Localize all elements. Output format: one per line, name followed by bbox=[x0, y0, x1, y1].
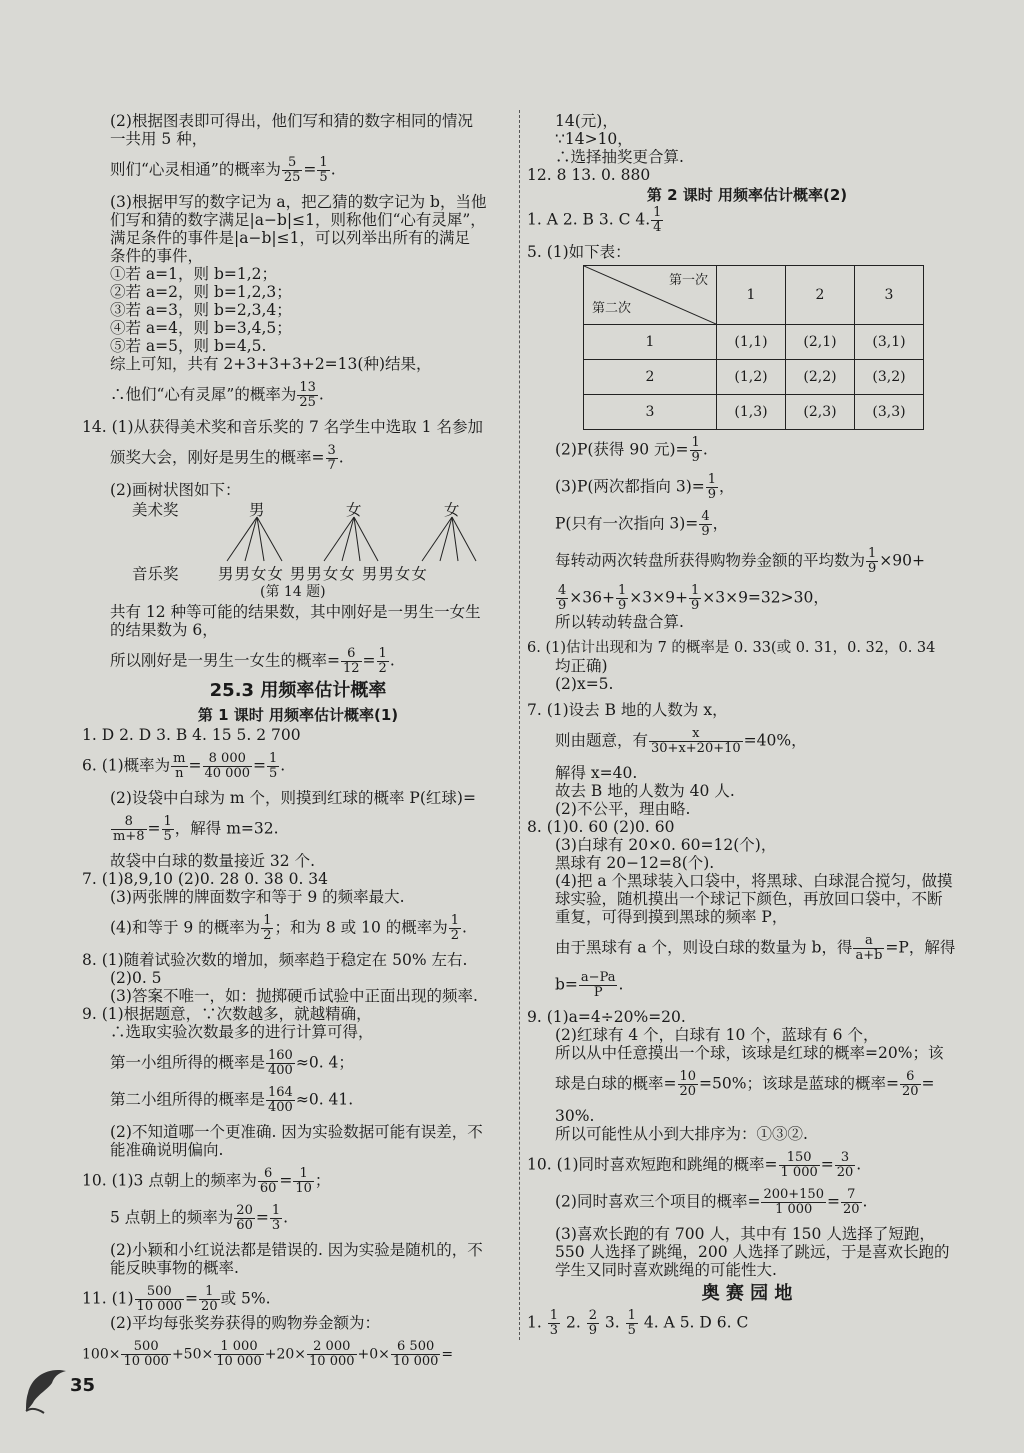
text-line: 7. (1)设去 B 地的人数为 x， bbox=[527, 701, 728, 719]
text-line: 解得 x=40. bbox=[555, 764, 638, 782]
table-header-cell: 1 bbox=[717, 266, 786, 325]
text-line: 第一小组所得的概率是 $\frac{160}{400}$ ≈0. 4； bbox=[110, 1048, 354, 1078]
text-line: 第二小组所得的概率是 $\frac{164}{400}$ ≈0. 41. bbox=[110, 1085, 354, 1115]
text-line: (4)和等于 9 的概率为 $\frac{1}{2}$ ；和为 8 或 10 的概率为 $\frac{1}{2}$ . bbox=[110, 913, 467, 943]
corner-top-label: 第一次 bbox=[668, 273, 708, 288]
text-line: 8. (1)随着试验次数的增加，频率趋于稳定在 50% 左右. bbox=[82, 951, 468, 969]
table-cell: (3,2) bbox=[855, 360, 924, 395]
text-line: ∴选择抽奖更合算. bbox=[555, 148, 684, 166]
text-line: 的结果数为 6， bbox=[110, 621, 218, 639]
text-line: 1. D 2. D 3. B 4. 15 5. 2 700 bbox=[82, 726, 301, 744]
section-title: 25.3 用频率估计概率 bbox=[209, 680, 387, 701]
text-line: (2)x=5. bbox=[555, 675, 614, 693]
tree-bottom-label: 音乐奖 bbox=[132, 565, 179, 583]
lesson-title: 第 1 课时 用频率估计概率(1) bbox=[197, 706, 399, 724]
text-line: 550 人选择了跳绳，200 人选择了跳远，于是喜欢长跑的 bbox=[555, 1243, 950, 1261]
dolphin-icon bbox=[22, 1355, 72, 1415]
text-line: 12. 8 13. 0. 880 bbox=[527, 166, 651, 184]
text-line: 颁奖大会，刚好是男生的概率= $\frac{3}{7}$ . bbox=[110, 443, 344, 473]
table-header-cell: 3 bbox=[855, 266, 924, 325]
tree-root: 女 bbox=[346, 501, 362, 519]
text-line: 所以从中任意摸出一个球，该球是红球的概率=20%；该 bbox=[555, 1044, 944, 1062]
text-line: 黑球有 20−12=8(个). bbox=[555, 854, 715, 872]
section-title: 奥 赛 园 地 bbox=[701, 1283, 793, 1304]
text-line: 5. (1)如下表： bbox=[527, 243, 631, 261]
text-line: 能准确说明偏向. bbox=[110, 1141, 224, 1159]
row-label: 1 bbox=[584, 325, 717, 360]
text-line: ①若 a=1，则 b=1,2； bbox=[110, 265, 278, 283]
text-line: 由于黑球有 a 个，则设白球的数量为 b，得 $\frac{a}{a+b}$ =P，解得 bbox=[555, 933, 956, 963]
text-line: 9. (1)a=4÷20%=20. bbox=[527, 1008, 686, 1026]
table-row bbox=[584, 325, 924, 360]
text-line: 所以可能性从小到大排序为：①③②. bbox=[555, 1125, 808, 1143]
text-line: (2)小颖和小红说法都是错误的. 因为实验是随机的，不 bbox=[110, 1241, 483, 1259]
text-line: 1. A 2. B 3. C 4. $\frac{1}{4}$ bbox=[527, 205, 662, 235]
table-cell: (2,1) bbox=[786, 325, 855, 360]
page-number: 35 bbox=[70, 1375, 96, 1396]
text-line: 均正确) bbox=[555, 657, 608, 675]
tree-root: 男 bbox=[249, 501, 265, 519]
corner-bottom-label: 第二次 bbox=[592, 301, 632, 316]
text-line: 6. (1)估计出现和为 7 的概率是 0. 33(或 0. 31，0. 32，0. 34 bbox=[527, 640, 936, 656]
text-line: 球实验，随机摸出一个球记下颜色，再放回口袋中，不断 bbox=[555, 890, 943, 908]
text-line: 14(元)， bbox=[555, 112, 618, 130]
text-line: (2)同时喜欢三个项目的概率= $\frac{200+150}{1 000}$ = $\frac{7}{20}$ . bbox=[555, 1187, 868, 1217]
text-line: (2)根据图表即可得出，他们写和猜的数字相同的情况 bbox=[110, 112, 473, 130]
outcome-table bbox=[583, 265, 924, 430]
lesson-title: 第 2 课时 用频率估计概率(2) bbox=[646, 186, 848, 204]
text-line: 每转动两次转盘所获得购物券金额的平均数为 $\frac{1}{9}$ ×90+ bbox=[555, 546, 925, 576]
row-label: 2 bbox=[584, 360, 717, 395]
text-line: 重复，可得到摸到黑球的频率 P， bbox=[555, 908, 788, 926]
text-line: 9. (1)根据题意，∵次数越多，就越精确， bbox=[82, 1005, 372, 1023]
table-corner bbox=[584, 266, 717, 325]
table-cell: (3,1) bbox=[855, 325, 924, 360]
text-line: (3)两张牌的牌面数字和等于 9 的频率最大. bbox=[110, 888, 405, 906]
text-line: 则们“心灵相通”的概率为 $\frac{5}{25}$ = $\frac{1}{5}$ . bbox=[110, 155, 336, 185]
row-label: 3 bbox=[584, 395, 717, 430]
text-line: 一共用 5 种， bbox=[110, 130, 208, 148]
text-line: 10. (1)同时喜欢短跑和跳绳的概率= $\frac{150}{1 000}$ = $\frac{3}{20}$ . bbox=[527, 1150, 862, 1180]
tree-leaves: 男男女女 男男女女 男男女女 bbox=[218, 565, 428, 583]
text-line: ④若 a=4，则 b=3,4,5； bbox=[110, 319, 292, 337]
text-line: 学生又同时喜欢跳绳的可能性大. bbox=[555, 1261, 777, 1279]
text-line: 共有 12 种等可能的结果数，其中刚好是一男生一女生 bbox=[110, 603, 481, 621]
table-row bbox=[584, 395, 924, 430]
text-line: $\frac{4}{9}$ ×36+ $\frac{1}{9}$ ×3×9+ $\frac{1}{9}$ ×3×9=32>30， bbox=[558, 583, 829, 613]
table-cell: (3,3) bbox=[855, 395, 924, 430]
text-line: 14. (1)从获得美术奖和音乐奖的 7 名学生中选取 1 名参加 bbox=[82, 418, 483, 436]
text-line: (2)画树状图如下： bbox=[110, 481, 241, 499]
table-cell: (1,2) bbox=[717, 360, 786, 395]
column-divider bbox=[519, 110, 521, 1340]
tree-top-label: 美术奖 bbox=[132, 501, 179, 519]
text-line: (4)把 a 个黑球装入口袋中，将黑球、白球混合搅匀，做摸 bbox=[555, 872, 953, 890]
table-cell: (1,3) bbox=[717, 395, 786, 430]
text-line: 们写和猜的数字满足|a−b|≤1，则称他们“心有灵犀”， bbox=[110, 211, 486, 229]
text-line: (2)不知道哪一个更准确. 因为实验数据可能有误差，不 bbox=[110, 1123, 483, 1141]
text-line: (3)P(两次都指向 3)= $\frac{1}{9}$ ， bbox=[555, 472, 735, 502]
text-line: (3)根据甲写的数字记为 a，把乙猜的数字记为 b，当他 bbox=[110, 193, 487, 211]
text-line: (2)平均每张奖券获得的购物券金额为： bbox=[110, 1314, 380, 1332]
text-line: (3)白球有 20×0. 60=12(个)， bbox=[555, 836, 777, 854]
text-line: 条件的事件， bbox=[110, 247, 204, 265]
tree-caption: (第 14 题) bbox=[260, 584, 326, 600]
text-line: P(只有一次指向 3)= $\frac{4}{9}$ ， bbox=[555, 509, 729, 539]
text-line: 1. $\frac{1}{3}$ 2. $\frac{2}{9}$ 3. $\frac{1}{5}$ 4. A 5. D 6. C bbox=[527, 1308, 749, 1338]
text-line: ⑤若 a=5，则 b=4,5. bbox=[110, 337, 267, 355]
text-line: 所以刚好是一男生一女生的概率= $\frac{6}{12}$ = $\frac{1}{2}$ . bbox=[110, 646, 395, 676]
text-line: (2)不公平，理由略. bbox=[555, 800, 691, 818]
text-line: 能反映事物的概率. bbox=[110, 1259, 239, 1277]
text-line: 6. (1)概率为 $\frac{m}{n}$ = $\frac{8 000}{40 000}$ = $\frac{1}{5}$ . bbox=[82, 751, 286, 781]
text-line: (2)红球有 4 个，白球有 10 个，蓝球有 6 个， bbox=[555, 1026, 879, 1044]
text-line: ∴他们“心有灵犀”的概率为 $\frac{13}{25}$ . bbox=[110, 380, 324, 410]
text-line: ②若 a=2，则 b=1,2,3； bbox=[110, 283, 292, 301]
text-line: (2)P(获得 90 元)= $\frac{1}{9}$ . bbox=[555, 435, 708, 465]
left-column bbox=[82, 112, 514, 1369]
text-line: 100× $\frac{500}{10 000}$ +50× $\frac{1 000}{10 000}$ +20× $\frac{2 000}{10 000}$ +0× $\frac{6 500}{10 000}$ = bbox=[82, 1339, 454, 1369]
text-line: 满足条件的事件是|a−b|≤1，可以列举出所有的满足 bbox=[110, 229, 470, 247]
text-line: ∵14>10， bbox=[555, 130, 633, 148]
text-line: $\frac{8}{m+8}$ = $\frac{1}{5}$ ，解得 m=32. bbox=[113, 814, 279, 844]
table-header-cell: 2 bbox=[786, 266, 855, 325]
text-line: 所以转动转盘合算. bbox=[555, 613, 684, 631]
table-cell: (2,2) bbox=[786, 360, 855, 395]
tree-diagram bbox=[82, 501, 514, 601]
table-row bbox=[584, 360, 924, 395]
text-line: 5 点朝上的频率为 $\frac{20}{60}$ = $\frac{1}{3}$ . bbox=[110, 1203, 289, 1233]
table-header-row bbox=[584, 266, 924, 325]
text-line: (2)设袋中白球为 m 个，则摸到红球的概率 P(红球)= bbox=[110, 789, 476, 807]
text-line: 8. (1)0. 60 (2)0. 60 bbox=[527, 818, 675, 836]
text-line: 11. (1) $\frac{500}{10 000}$ = $\frac{1}{20}$ 或 5%. bbox=[82, 1284, 271, 1314]
text-line: 30%. bbox=[555, 1107, 595, 1125]
text-line: 综上可知，共有 2+3+3+3+2=13(种)结果， bbox=[110, 355, 432, 373]
text-line: 则由题意，有 $\frac{x}{30+x+20+10}$ =40%， bbox=[555, 726, 807, 756]
text-line: 10. (1)3 点朝上的频率为 $\frac{6}{60}$ = $\frac{1}{10}$ ； bbox=[82, 1166, 331, 1196]
text-line: (3)喜欢长跑的有 700 人，其中有 150 人选择了短跑， bbox=[555, 1225, 935, 1243]
tree-root: 女 bbox=[444, 501, 460, 519]
text-line: 故去 B 地的人数为 40 人. bbox=[555, 782, 735, 800]
text-line: 故袋中白球的数量接近 32 个. bbox=[110, 852, 316, 870]
text-line: b= $\frac{a-Pa}{P}$ . bbox=[555, 970, 624, 1000]
text-line: 7. (1)8,9,10 (2)0. 28 0. 38 0. 34 bbox=[82, 870, 329, 888]
table-cell: (2,3) bbox=[786, 395, 855, 430]
text-line: ③若 a=3，则 b=2,3,4； bbox=[110, 301, 292, 319]
text-line: (3)答案不唯一，如：抛掷硬币试验中正面出现的频率. bbox=[110, 987, 478, 1005]
table-cell: (1,1) bbox=[717, 325, 786, 360]
right-column bbox=[527, 112, 967, 1338]
text-line: ∴选取实验次数最多的进行计算可得， bbox=[110, 1023, 374, 1041]
text-line: 球是白球的概率= $\frac{10}{20}$ =50%；该球是蓝球的概率= $\frac{6}{20}$ = bbox=[555, 1069, 935, 1099]
text-line: (2)0. 5 bbox=[110, 969, 162, 987]
